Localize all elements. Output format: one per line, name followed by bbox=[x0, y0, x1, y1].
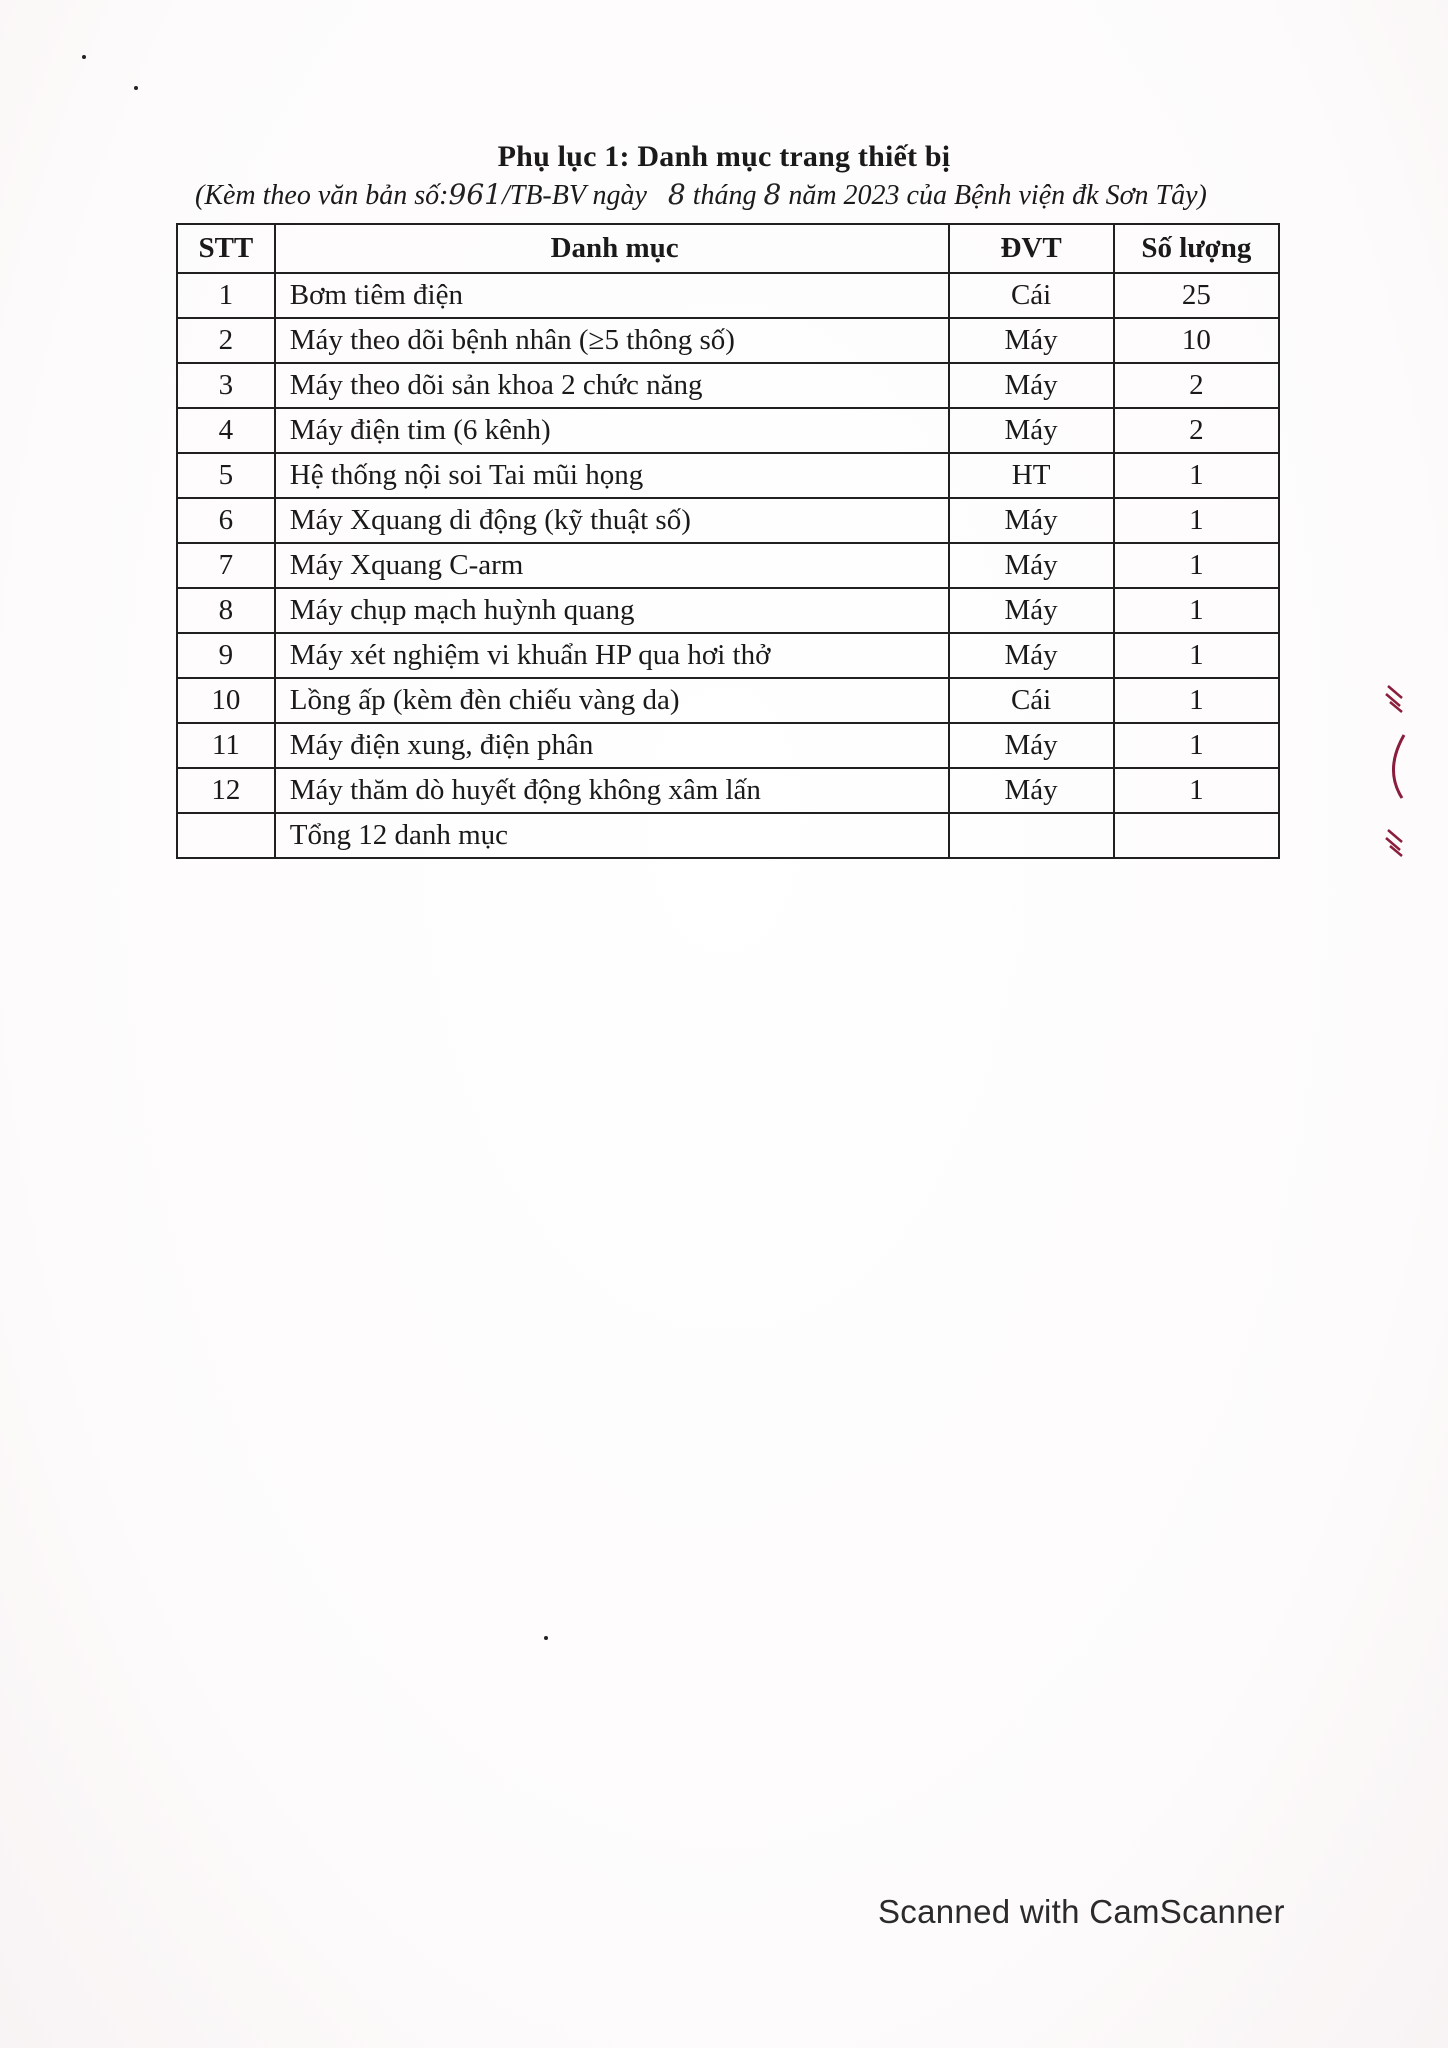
row-name: Máy theo dõi sản khoa 2 chức năng bbox=[275, 363, 949, 408]
row-unit: Máy bbox=[949, 498, 1114, 543]
total-stt-cell bbox=[177, 813, 275, 858]
total-unit-cell bbox=[949, 813, 1114, 858]
row-name: Máy Xquang di động (kỹ thuật số) bbox=[275, 498, 949, 543]
table-total-row bbox=[177, 813, 1279, 858]
scanner-watermark: Scanned with CamScanner bbox=[878, 1893, 1285, 1930]
row-name: Lồng ấp (kèm đèn chiếu vàng da) bbox=[275, 678, 949, 723]
row-stt: 11 bbox=[177, 723, 275, 768]
row-stt: 6 bbox=[177, 498, 275, 543]
header-qty: Số lượng bbox=[1114, 224, 1279, 273]
table-row bbox=[177, 453, 1279, 498]
scan-speck bbox=[544, 1636, 548, 1640]
handwritten-day: 8 bbox=[667, 178, 686, 211]
row-unit: Máy bbox=[949, 408, 1114, 453]
row-unit: Máy bbox=[949, 363, 1114, 408]
row-qty: 1 bbox=[1114, 453, 1279, 498]
row-qty: 1 bbox=[1114, 543, 1279, 588]
row-qty: 1 bbox=[1114, 723, 1279, 768]
table-row bbox=[177, 498, 1279, 543]
row-name: Máy thăm dò huyết động không xâm lấn bbox=[275, 768, 949, 813]
row-stt: 3 bbox=[177, 363, 275, 408]
row-unit: Máy bbox=[949, 318, 1114, 363]
table-header-row bbox=[177, 224, 1279, 273]
row-name: Máy Xquang C-arm bbox=[275, 543, 949, 588]
table-row bbox=[177, 363, 1279, 408]
table-row bbox=[177, 588, 1279, 633]
row-unit: Cái bbox=[949, 273, 1114, 318]
table-row bbox=[177, 273, 1279, 318]
row-name: Máy xét nghiệm vi khuẩn HP qua hơi thở bbox=[275, 633, 949, 678]
total-label: Tổng 12 danh mục bbox=[275, 813, 949, 858]
row-stt: 8 bbox=[177, 588, 275, 633]
row-unit: Máy bbox=[949, 543, 1114, 588]
row-unit: HT bbox=[949, 453, 1114, 498]
row-stt: 2 bbox=[177, 318, 275, 363]
row-unit: Máy bbox=[949, 588, 1114, 633]
row-qty: 1 bbox=[1114, 633, 1279, 678]
table-row bbox=[177, 633, 1279, 678]
equipment-table bbox=[176, 223, 1280, 859]
document-title: Phụ lục 1: Danh mục trang thiết bị bbox=[497, 140, 951, 173]
row-stt: 1 bbox=[177, 273, 275, 318]
header-unit: ĐVT bbox=[949, 224, 1114, 273]
row-name: Bơm tiêm điện bbox=[275, 273, 949, 318]
subtitle-month-word: tháng bbox=[692, 180, 757, 211]
row-name: Máy theo dõi bệnh nhân (≥5 thông số) bbox=[275, 318, 949, 363]
row-stt: 12 bbox=[177, 768, 275, 813]
row-name: Máy điện tim (6 kênh) bbox=[275, 408, 949, 453]
row-stt: 5 bbox=[177, 453, 275, 498]
stamp-edge-mark bbox=[1378, 680, 1418, 870]
row-name: Máy điện xung, điện phân bbox=[275, 723, 949, 768]
row-qty: 1 bbox=[1114, 588, 1279, 633]
total-qty-cell bbox=[1114, 813, 1279, 858]
row-qty: 1 bbox=[1114, 768, 1279, 813]
header-name: Danh mục bbox=[275, 224, 949, 273]
subtitle-tail: năm 2023 của Bệnh viện đk Sơn Tây) bbox=[788, 180, 1207, 211]
row-name: Máy chụp mạch huỳnh quang bbox=[275, 588, 949, 633]
subtitle-doc-suffix: /TB-BV ngày bbox=[501, 180, 647, 211]
row-stt: 7 bbox=[177, 543, 275, 588]
table-row bbox=[177, 408, 1279, 453]
table-row bbox=[177, 678, 1279, 723]
row-qty: 25 bbox=[1114, 273, 1279, 318]
row-name: Hệ thống nội soi Tai mũi họng bbox=[275, 453, 949, 498]
row-unit: Cái bbox=[949, 678, 1114, 723]
row-qty: 1 bbox=[1114, 498, 1279, 543]
document-subtitle bbox=[195, 178, 1295, 212]
row-unit: Máy bbox=[949, 633, 1114, 678]
row-stt: 10 bbox=[177, 678, 275, 723]
row-qty: 1 bbox=[1114, 678, 1279, 723]
row-stt: 9 bbox=[177, 633, 275, 678]
handwritten-month: 8 bbox=[763, 178, 782, 211]
scan-speck bbox=[82, 55, 86, 59]
row-qty: 2 bbox=[1114, 408, 1279, 453]
row-qty: 10 bbox=[1114, 318, 1279, 363]
row-stt: 4 bbox=[177, 408, 275, 453]
table-row bbox=[177, 543, 1279, 588]
table-row bbox=[177, 768, 1279, 813]
table-row bbox=[177, 318, 1279, 363]
scan-speck bbox=[134, 86, 138, 90]
table-row bbox=[177, 723, 1279, 768]
subtitle-prefix: (Kèm theo văn bản số: bbox=[195, 180, 449, 211]
row-unit: Máy bbox=[949, 723, 1114, 768]
handwritten-doc-number: 961 bbox=[448, 178, 502, 211]
header-stt: STT bbox=[177, 224, 275, 273]
row-unit: Máy bbox=[949, 768, 1114, 813]
row-qty: 2 bbox=[1114, 363, 1279, 408]
